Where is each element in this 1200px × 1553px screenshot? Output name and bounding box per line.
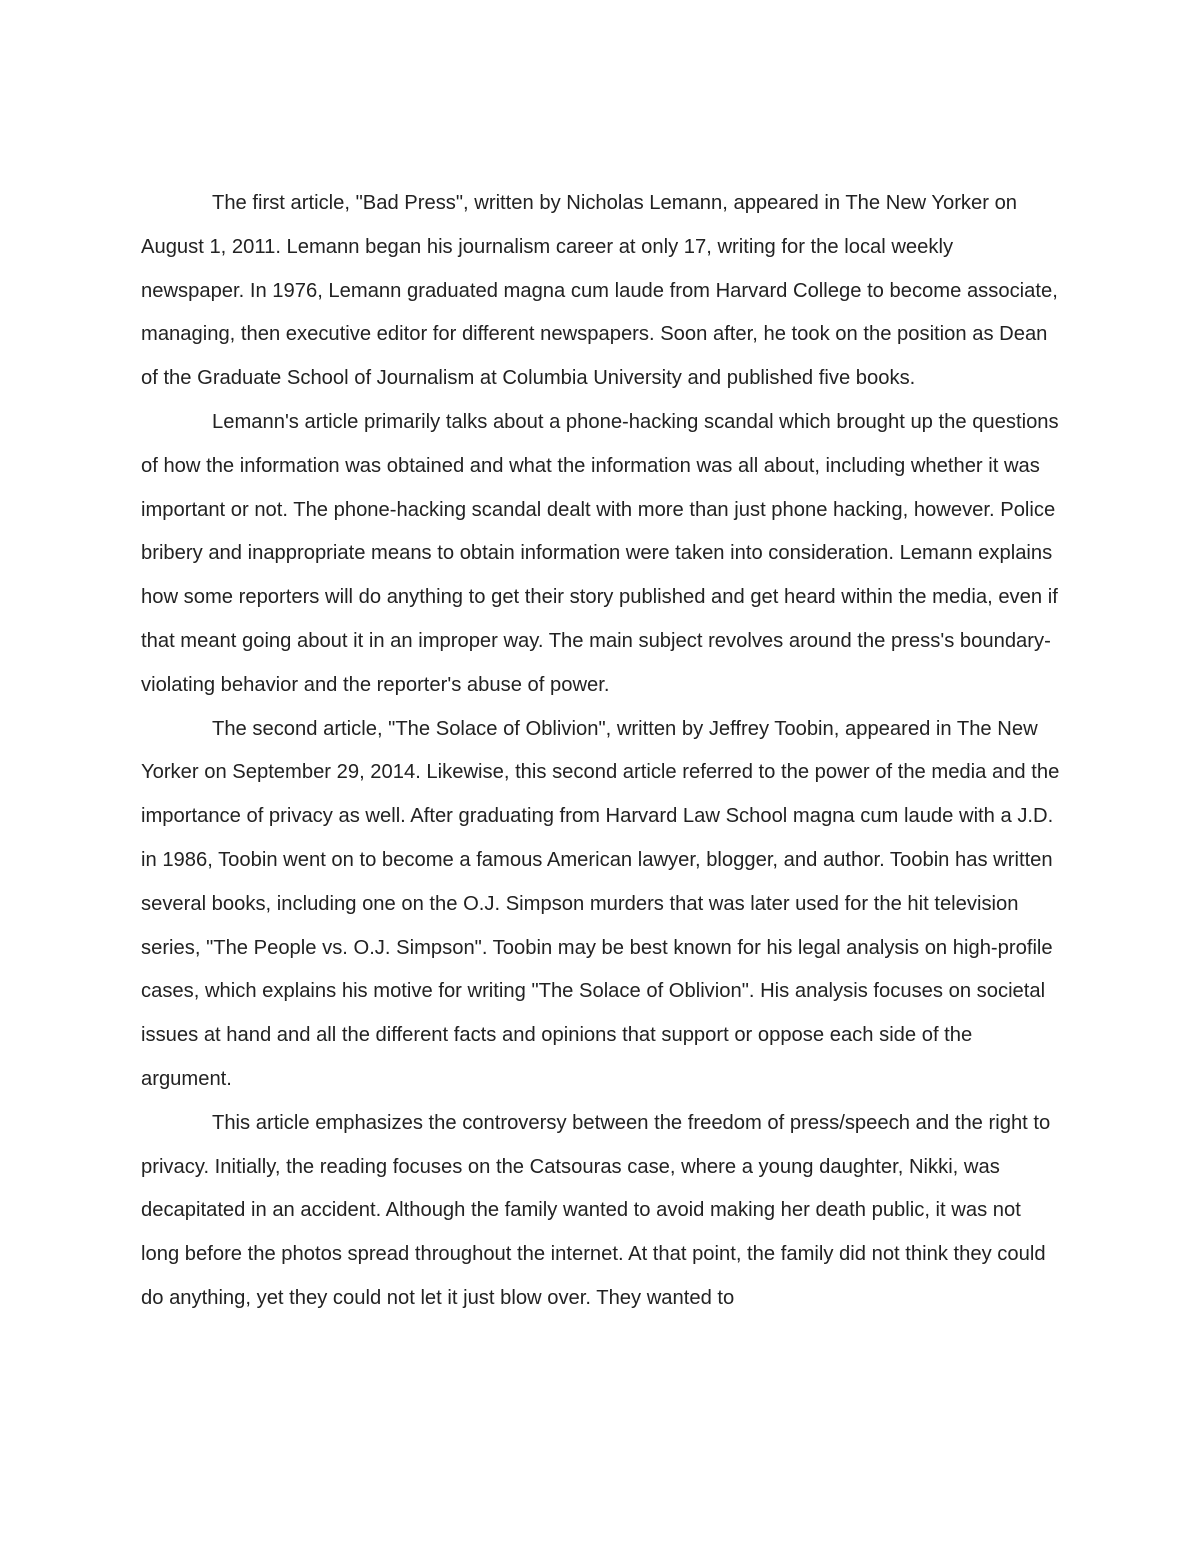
document-body <box>141 182 1061 1321</box>
paragraph-lemann-summary: Lemann's article primarily talks about a phone-hacking scandal which brought up the questions of how the information was obtained and what the information was all about, including whether it was important or not. The phone-hacking scandal dealt with more than just phone hacking, however. Police bribery and inappropriate means to obtain information were taken into consideration. Lemann explains how some reporters will do anything to get their story published and get heard within the media, even if that meant going about it in an improper way. The main subject revolves around the press's boundary-violating behavior and the reporter's abuse of power. <box>141 410 1059 696</box>
paragraph-solace-intro: The second article, "The Solace of Oblivion", written by Jeffrey Toobin, appeared in The New Yorker on September 29, 2014. Likewise, this second article referred to the power of the media and the importance of privacy as well. After graduating from Harvard Law School magna cum laude with a J.D. in 1986, Toobin went on to become a famous American lawyer, blogger, and author. Toobin has written several books, including one on the O.J. Simpson murders that was later used for the hit television series, "The People vs. O.J. Simpson". Toobin may be best known for his legal analysis on high-profile cases, which explains his motive for writing "The Solace of Oblivion". His analysis focuses on societal issues at hand and all the different facts and opinions that support or oppose each side of the argument. <box>141 717 1060 1090</box>
paragraph-bad-press-intro: The first article, "Bad Press", written by Nicholas Lemann, appeared in The New Yorker on August 1, 2011. Lemann began his journalism career at only 17, writing for the local weekly newspaper. In 1976, Lemann graduated magna cum laude from Harvard College to become associate, managing, then executive editor for different newspapers. Soon after, he took on the position as Dean of the Graduate School of Journalism at Columbia University and published five books. <box>141 192 1058 390</box>
paragraph-solace-summary: This article emphasizes the controversy between the freedom of press/speech and the right to privacy. Initially, the reading focuses on the Catsouras case, where a young daughter, Nikki, was decapitated in an accident. Although the family wanted to avoid making her death public, it was not long before the photos spread throughout the internet. At that point, the family did not think they could do anything, yet they could not let it just blow over. They wanted to <box>141 1111 1051 1309</box>
